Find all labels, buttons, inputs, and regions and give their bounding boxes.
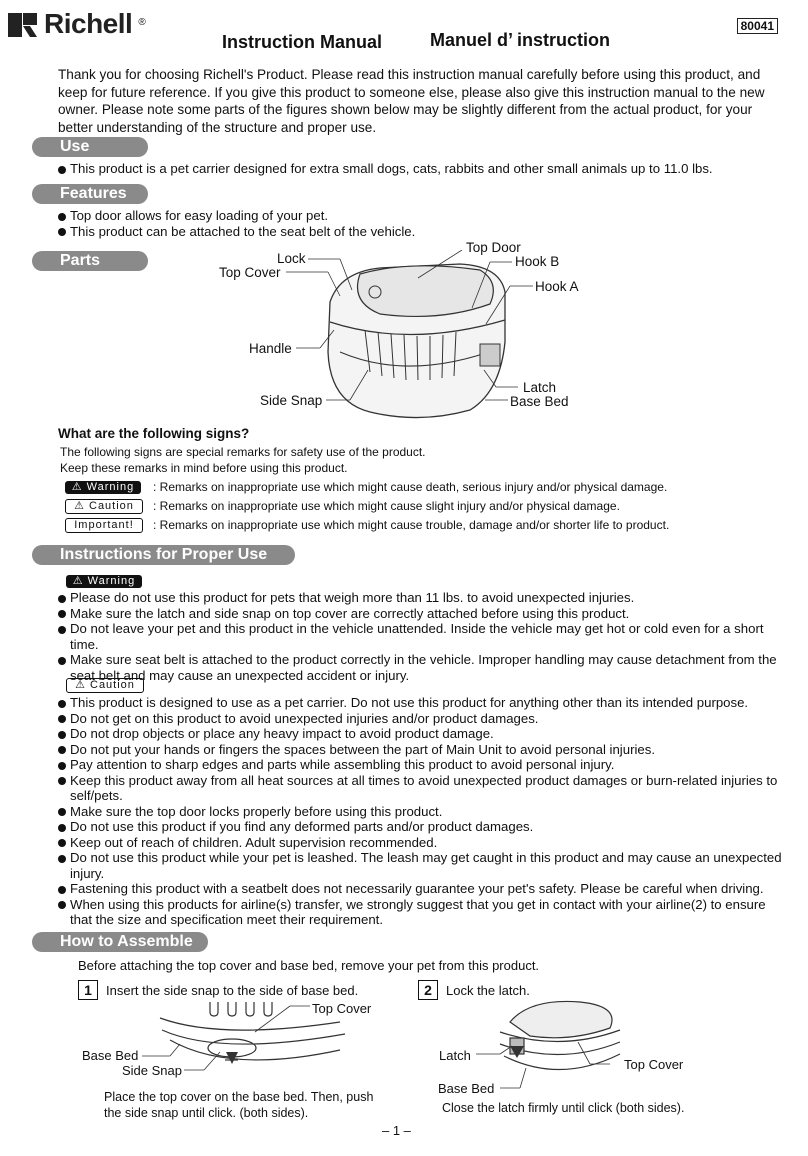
brand-logo — [8, 8, 146, 40]
list-item: Do not get on this product to avoid unexpected injuries and/or product damages. — [58, 711, 783, 727]
step-2-label-latch: Latch — [439, 1048, 471, 1063]
step-1-caption: Place the top cover on the base bed. Then, push the side snap until click. (both sides). — [104, 1090, 374, 1120]
assemble-intro: Before attaching the top cover and base bed, remove your pet from this product. — [78, 958, 540, 973]
model-number: 80041 — [737, 18, 778, 34]
list-item: When using this products for airline(s) transfer, we strongly suggest that you get in contact with your airline(2) to ensure that the size and specification meet their requirement. — [58, 897, 783, 928]
list-item: Please do not use this product for pets that weigh more than 11 lbs. to avoid unexpected injuries. — [58, 590, 793, 606]
features-list — [58, 208, 658, 239]
step-1-title: 1 Insert the side snap to the side of base bed. — [78, 980, 358, 1000]
use-list — [58, 161, 798, 177]
list-item: Pay attention to sharp edges and parts while assembling this product to avoid personal injury. — [58, 757, 783, 773]
list-item: Make sure seat belt is attached to the product correctly in the vehicle. Improper handling may cause detachment from the seat belt and may cause an unexpected accident or injury. — [58, 652, 793, 683]
brand-name: Richell — [44, 8, 133, 39]
page-number: – 1 – — [382, 1123, 411, 1138]
list-item: Make sure the top door locks properly before using this product. — [58, 804, 783, 820]
richell-logo-icon — [8, 9, 38, 39]
list-item: Keep out of reach of children. Adult supervision recommended. — [58, 835, 783, 851]
title-french: Manuel d’ instruction — [430, 30, 611, 50]
label-lock: Lock — [277, 251, 306, 266]
step-2-caption: Close the latch firmly until click (both sides). — [442, 1101, 685, 1115]
step-2-number: 2 — [418, 980, 438, 1000]
important-tag: Important! — [65, 518, 143, 533]
step-2-illustration — [470, 992, 650, 1092]
step-1-label-side-snap: Side Snap — [122, 1063, 182, 1078]
proper-use-caution-label: ⚠ Caution — [66, 675, 144, 693]
step-2-label-base-bed: Base Bed — [438, 1081, 495, 1096]
section-parts-heading: Parts — [42, 251, 148, 271]
label-handle: Handle — [249, 341, 292, 356]
step-1-label-base-bed: Base Bed — [82, 1048, 139, 1063]
caution-tag: ⚠ Caution — [65, 499, 143, 514]
intro-paragraph: Thank you for choosing Richell's Product. Please read this instruction manual carefully before using this product, and keep for future reference. If you give this product to someone else, please also give this instruction manual to the new owner. Please note some parts of the figures shown below may be slightly different from the actual product, for your better understanding of the structure and proper use. — [58, 67, 765, 135]
list-item: Keep this product away from all heat sources at all times to avoid unexpected product damages or burn-related injuries to self/pets. — [58, 773, 783, 804]
list-item: Do not use this product while your pet is leashed. The leash may get caught in this product and may cause an unexpected injury. — [58, 850, 783, 881]
caution-list — [58, 695, 783, 928]
sign-important-row: Important! : Remarks on inappropriate use which might cause trouble, damage and/or shorter life to product. — [65, 517, 669, 533]
sign-warning-row: ⚠ Warning : Remarks on inappropriate use which might cause death, serious injury and/or physical damage. — [65, 479, 667, 494]
section-use-heading: Use — [42, 137, 148, 157]
proper-use-warning-label: ⚠ Warning — [66, 571, 142, 589]
warning-list — [58, 590, 793, 683]
label-top-door: Top Door — [466, 240, 521, 255]
list-item: Top door allows for easy loading of your pet. — [58, 208, 658, 224]
section-features-heading: Features — [42, 184, 148, 204]
label-top-cover: Top Cover — [219, 265, 281, 280]
title-english: Instruction Manual — [222, 32, 383, 52]
section-assemble-heading: How to Assemble — [42, 932, 208, 952]
list-item: Make sure the latch and side snap on top cover are correctly attached before using this product. — [58, 606, 793, 622]
list-item: This product is designed to use as a pet carrier. Do not use this product for anything other than its intended purpose. — [58, 695, 783, 711]
list-item: Do not use this product if you find any deformed parts and/or product damages. — [58, 819, 783, 835]
registered-mark: ® — [138, 16, 146, 28]
step-1-number: 1 — [78, 980, 98, 1000]
list-item: Do not leave your pet and this product in the vehicle unattended. Inside the vehicle may get hot or cold even for a short time. — [58, 621, 793, 652]
step-2-title: 2 Lock the latch. — [418, 980, 530, 1000]
list-item: Do not drop objects or place any heavy impact to avoid product damage. — [58, 726, 783, 742]
section-proper-use-heading: Instructions for Proper Use — [42, 545, 295, 565]
list-item: Do not put your hands or fingers the spaces between the part of Main Unit to avoid personal injuries. — [58, 742, 783, 758]
signs-heading: What are the following signs? — [58, 426, 250, 441]
label-hook-b: Hook B — [515, 254, 560, 269]
label-latch: Latch — [523, 380, 557, 395]
label-base-bed: Base Bed — [510, 394, 569, 409]
label-side-snap: Side Snap — [260, 393, 323, 408]
warning-tag: ⚠ Warning — [65, 481, 141, 494]
step-1-label-top-cover: Top Cover — [312, 1001, 372, 1016]
list-item: Fastening this product with a seatbelt does not necessarily guarantee your pet's safety. Please be careful when driving. — [58, 881, 783, 897]
list-item: This product can be attached to the seat belt of the vehicle. — [58, 224, 658, 240]
signs-description: The following signs are special remarks for safety use of the product. Keep these remarks in mind before using this product. — [60, 445, 426, 475]
label-hook-a: Hook A — [535, 279, 579, 294]
sign-caution-row: ⚠ Caution : Remarks on inappropriate use which might cause slight injury and/or physical damage. — [65, 498, 620, 514]
step-2-label-top-cover: Top Cover — [624, 1057, 684, 1072]
list-item: This product is a pet carrier designed for extra small dogs, cats, rabbits and other small animals up to 11.0 lbs. — [58, 161, 798, 177]
